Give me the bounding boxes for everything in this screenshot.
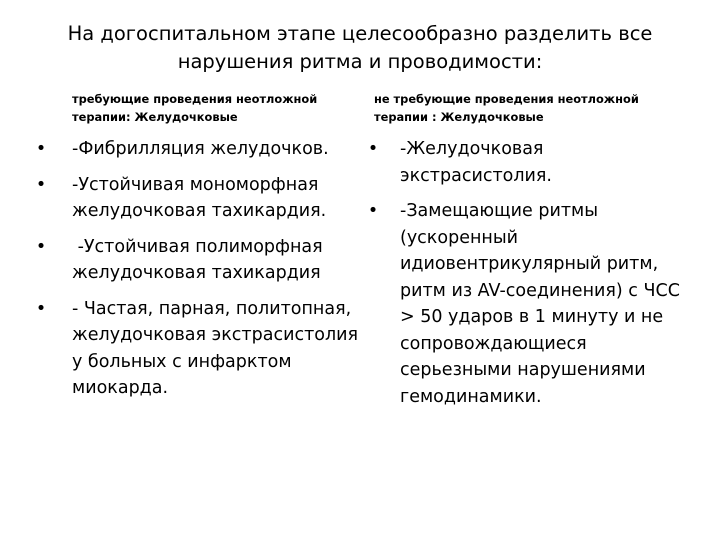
bullet-dot-icon: •	[35, 236, 47, 257]
slide-title: На догоспитальном этапе целесообразно разделить все нарушения ритма и проводимости:	[67, 22, 653, 73]
list-item-text: -Фибрилляция желудочков.	[72, 139, 329, 159]
right-bullet-list	[367, 136, 690, 419]
list-item-text: -Устойчивая мономорфная желудочковая тахикардия.	[72, 174, 327, 221]
list-item	[35, 234, 368, 287]
list-item	[35, 136, 368, 163]
right-column-heading: не требующие проведения неотложной терапии : Желудочковые	[374, 92, 639, 124]
list-item	[367, 136, 690, 189]
list-item	[35, 172, 368, 225]
list-item	[35, 296, 368, 402]
bullet-dot-icon: •	[367, 201, 379, 221]
list-item-text: -Желудочковая экстрасистолия.	[400, 139, 552, 186]
bullet-dot-icon: •	[35, 298, 47, 319]
list-item-text: - Частая, парная, политопная, желудочковая экстрасистолия у больных с инфарктом миокарда.	[72, 298, 359, 398]
list-item-text: -Замещающие ритмы (ускоренный идиовентрикулярный ритм, ритм из AV-соединения) с ЧСС > 50 ударов в 1 минуту и не сопровождающиеся серьезными нарушениями гемодинамики.	[400, 201, 680, 407]
left-bullet-list	[35, 136, 368, 411]
bullet-dot-icon: •	[35, 139, 47, 159]
bullet-dot-icon: •	[35, 174, 47, 195]
list-item-text: -Устойчивая полиморфная желудочковая тахикардия	[72, 236, 329, 283]
bullet-dot-icon: •	[367, 139, 379, 159]
left-column-heading: требующие проведения неотложной терапии: Желудочковые	[72, 92, 318, 124]
list-item	[367, 198, 690, 410]
